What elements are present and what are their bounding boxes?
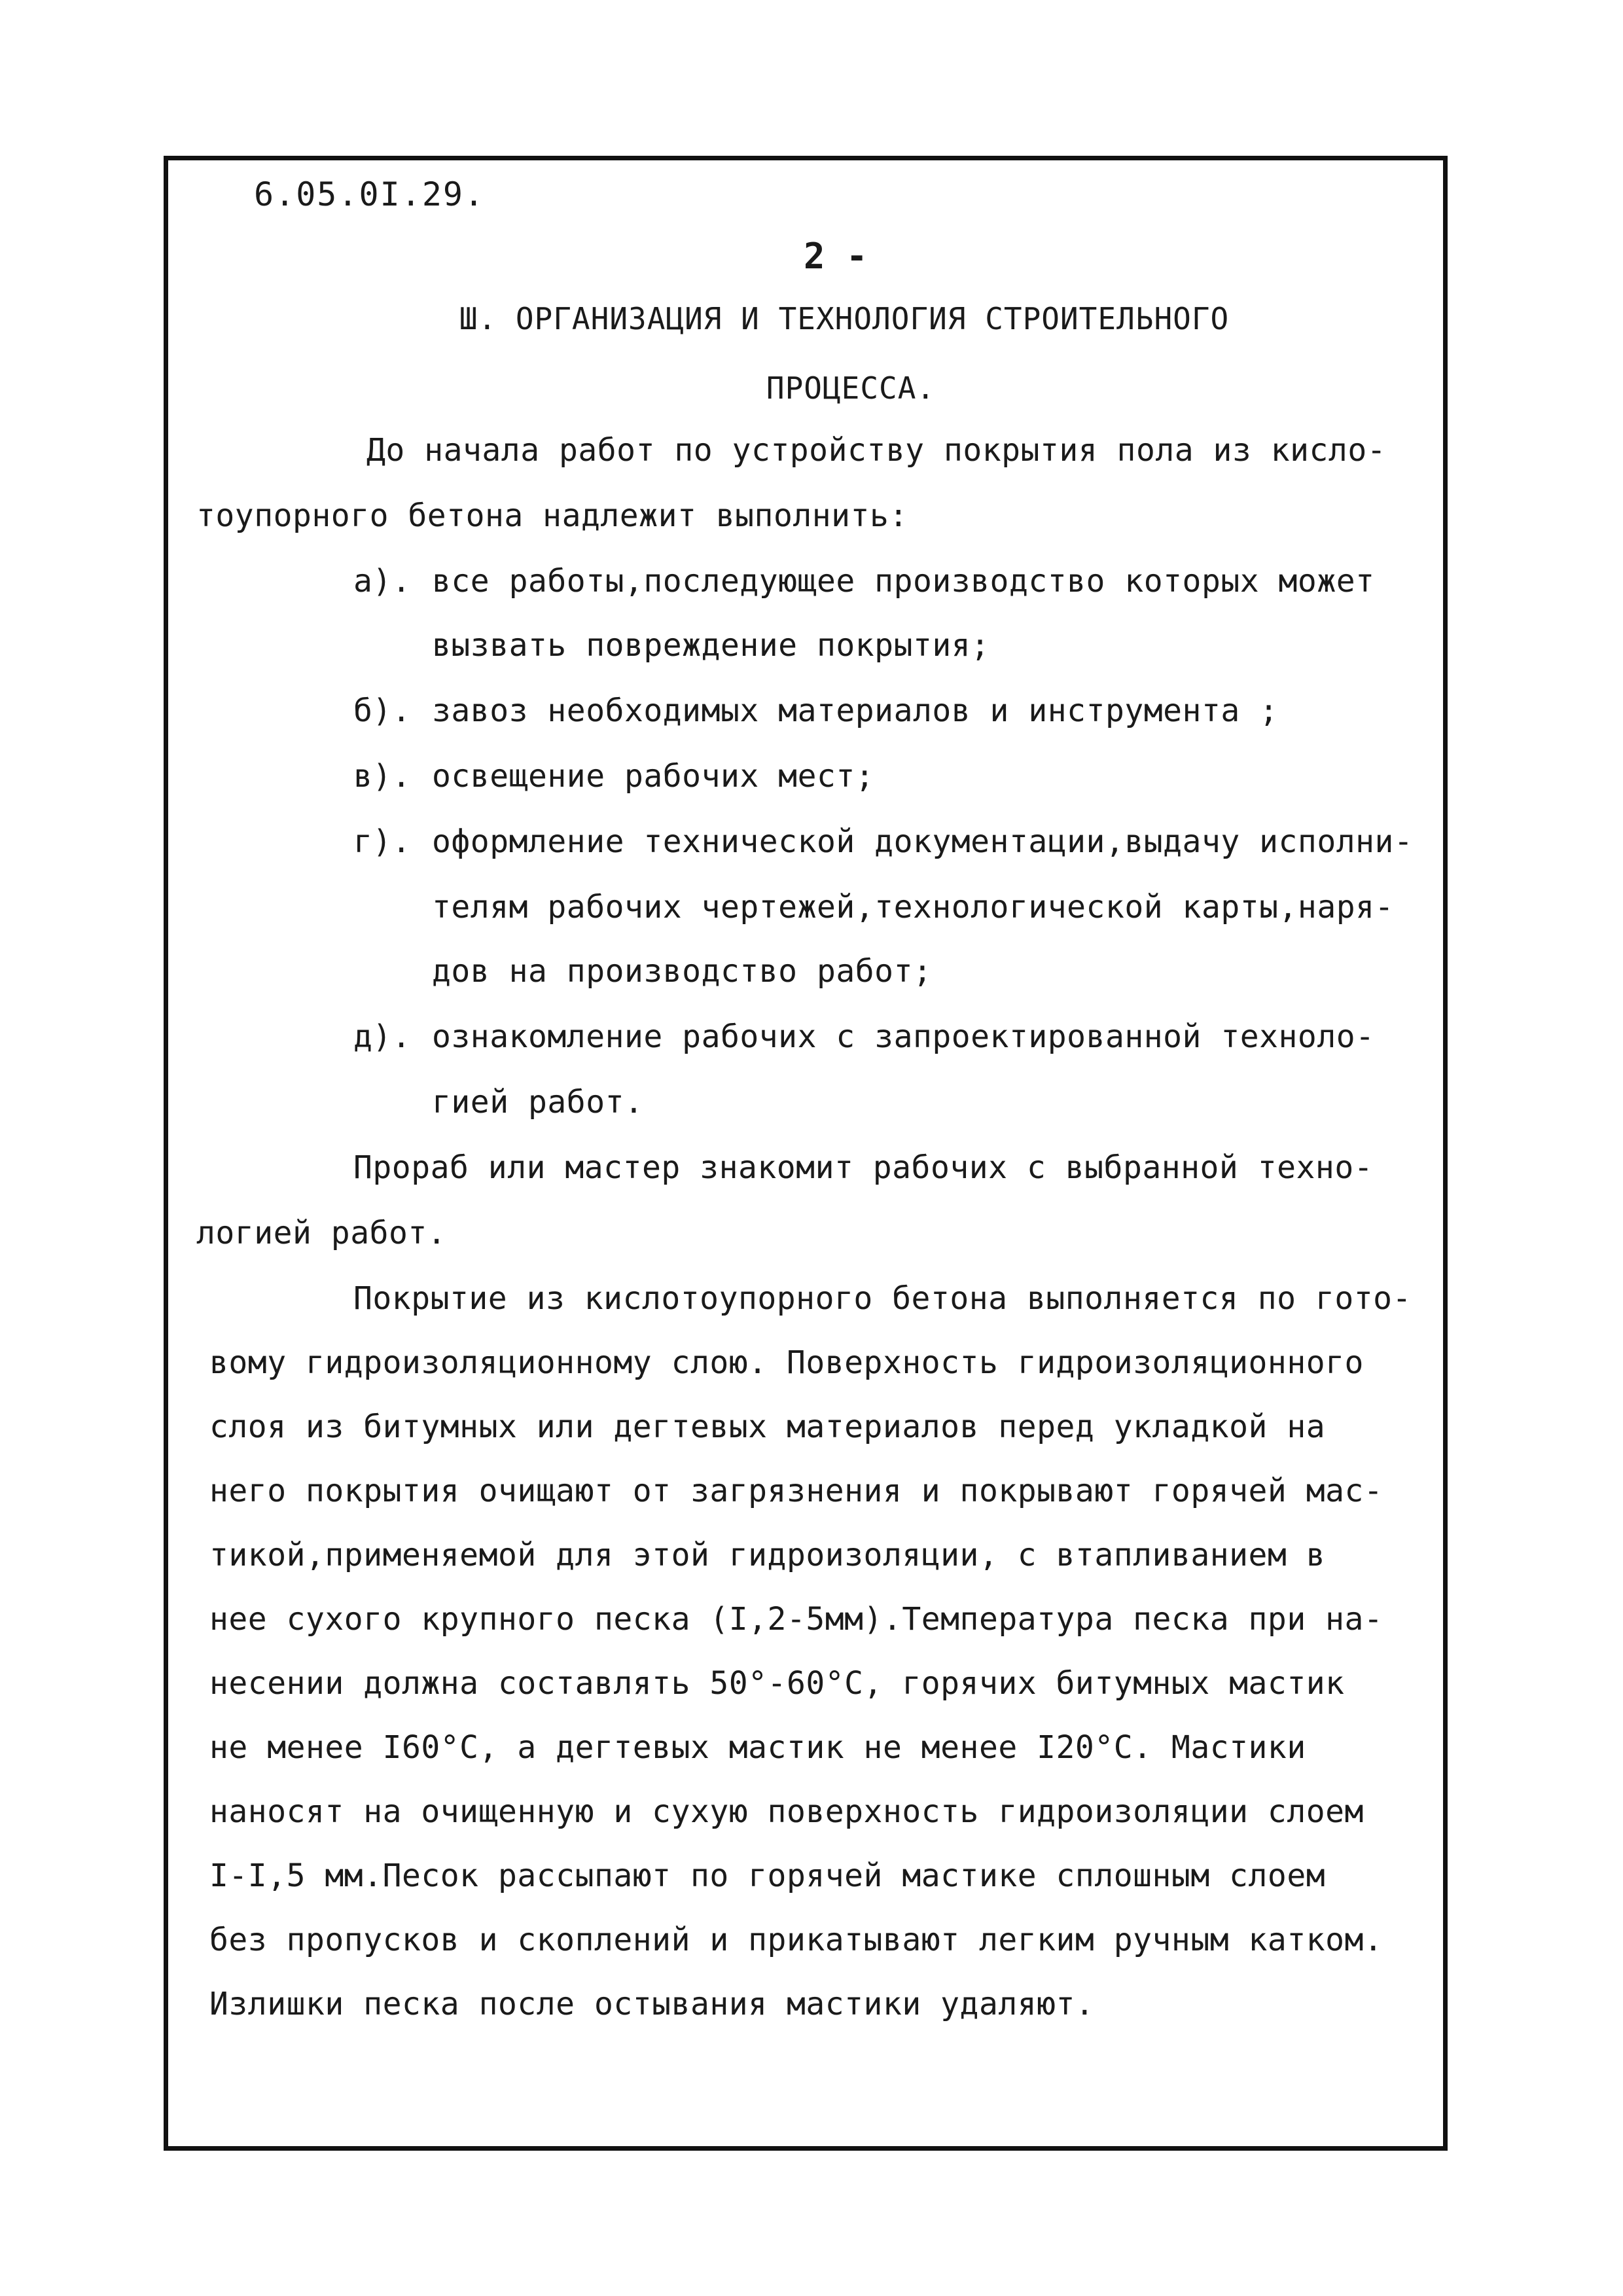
- text-line: Покрытие из кислотоупорного бетона выполняется по гото-: [353, 1280, 1412, 1317]
- text-line: несении должна составлять 50°-60°С, горячих битумных мастик: [209, 1665, 1345, 1702]
- text-line: него покрытия очищают от загрязнения и покрывают горячей мас-: [209, 1473, 1383, 1509]
- list-item-text: завоз необходимых материалов и инструмента ;: [432, 692, 1279, 729]
- list-marker: г).: [353, 823, 412, 860]
- text-line: дов на производство работ;: [432, 953, 933, 990]
- text-line: не менее I60°С, а дегтевых мастик не менее I20°С. Мастики: [209, 1729, 1306, 1766]
- text-line: наносят на очищенную и сухую поверхность гидроизоляции слоем: [209, 1793, 1364, 1830]
- text-line: Излишки песка после остывания мастики удаляют.: [209, 1986, 1095, 2022]
- list-marker: д).: [353, 1018, 412, 1055]
- list-item-c: [353, 758, 874, 795]
- page-number: 2 -: [804, 236, 868, 277]
- list-item-e: [353, 1018, 1375, 1055]
- section-title-continued: ПРОЦЕССА.: [766, 370, 936, 406]
- text-line: тоупорного бетона надлежит выполнить:: [196, 497, 908, 534]
- list-item-text: все работы,последующее производство которых может: [432, 563, 1375, 600]
- list-item-text: освещение рабочих мест;: [432, 758, 875, 795]
- document-code: 6.05.0I.29.: [254, 175, 486, 213]
- text-line: До начала работ по устройству покрытия пола из кисло-: [366, 432, 1387, 469]
- text-line: телям рабочих чертежей,технологической карты,наря-: [432, 889, 1394, 925]
- list-item-text: ознакомление рабочих с запроектированной техноло-: [432, 1018, 1375, 1055]
- text-line: тикой,применяемой для этой гидроизоляции, с втапливанием в: [209, 1537, 1326, 1573]
- text-line: I-I,5 мм.Песок рассыпают по горячей мастике сплошным слоем: [209, 1857, 1326, 1894]
- list-marker: б).: [353, 692, 412, 729]
- text-line: Прораб или мастер знакомит рабочих с выбранной техно-: [353, 1149, 1374, 1186]
- list-item-a: [353, 563, 1375, 600]
- text-line: вызвать повреждение покрытия;: [432, 627, 990, 664]
- list-marker: в).: [353, 758, 412, 795]
- text-line: логией работ.: [196, 1215, 447, 1251]
- text-line: слоя из битумных или дегтевых материалов перед укладкой на: [209, 1408, 1326, 1445]
- list-marker: а).: [353, 563, 412, 600]
- text-line: гией работ.: [432, 1084, 644, 1121]
- text-line: без пропусков и скоплений и прикатывают легким ручным катком.: [209, 1922, 1383, 1958]
- section-title: Ш. ОРГАНИЗАЦИЯ И ТЕХНОЛОГИЯ СТРОИТЕЛЬНОГО: [459, 301, 1230, 336]
- list-item-text: оформление технической документации,выдачу исполни-: [432, 823, 1414, 860]
- text-line: вому гидроизоляционному слою. Поверхность гидроизоляционного: [209, 1344, 1364, 1381]
- text-line: нее сухого крупного песка (I,2-5мм).Температура песка при на-: [209, 1601, 1383, 1638]
- list-item-d: [353, 823, 1413, 860]
- list-item-b: [353, 692, 1279, 729]
